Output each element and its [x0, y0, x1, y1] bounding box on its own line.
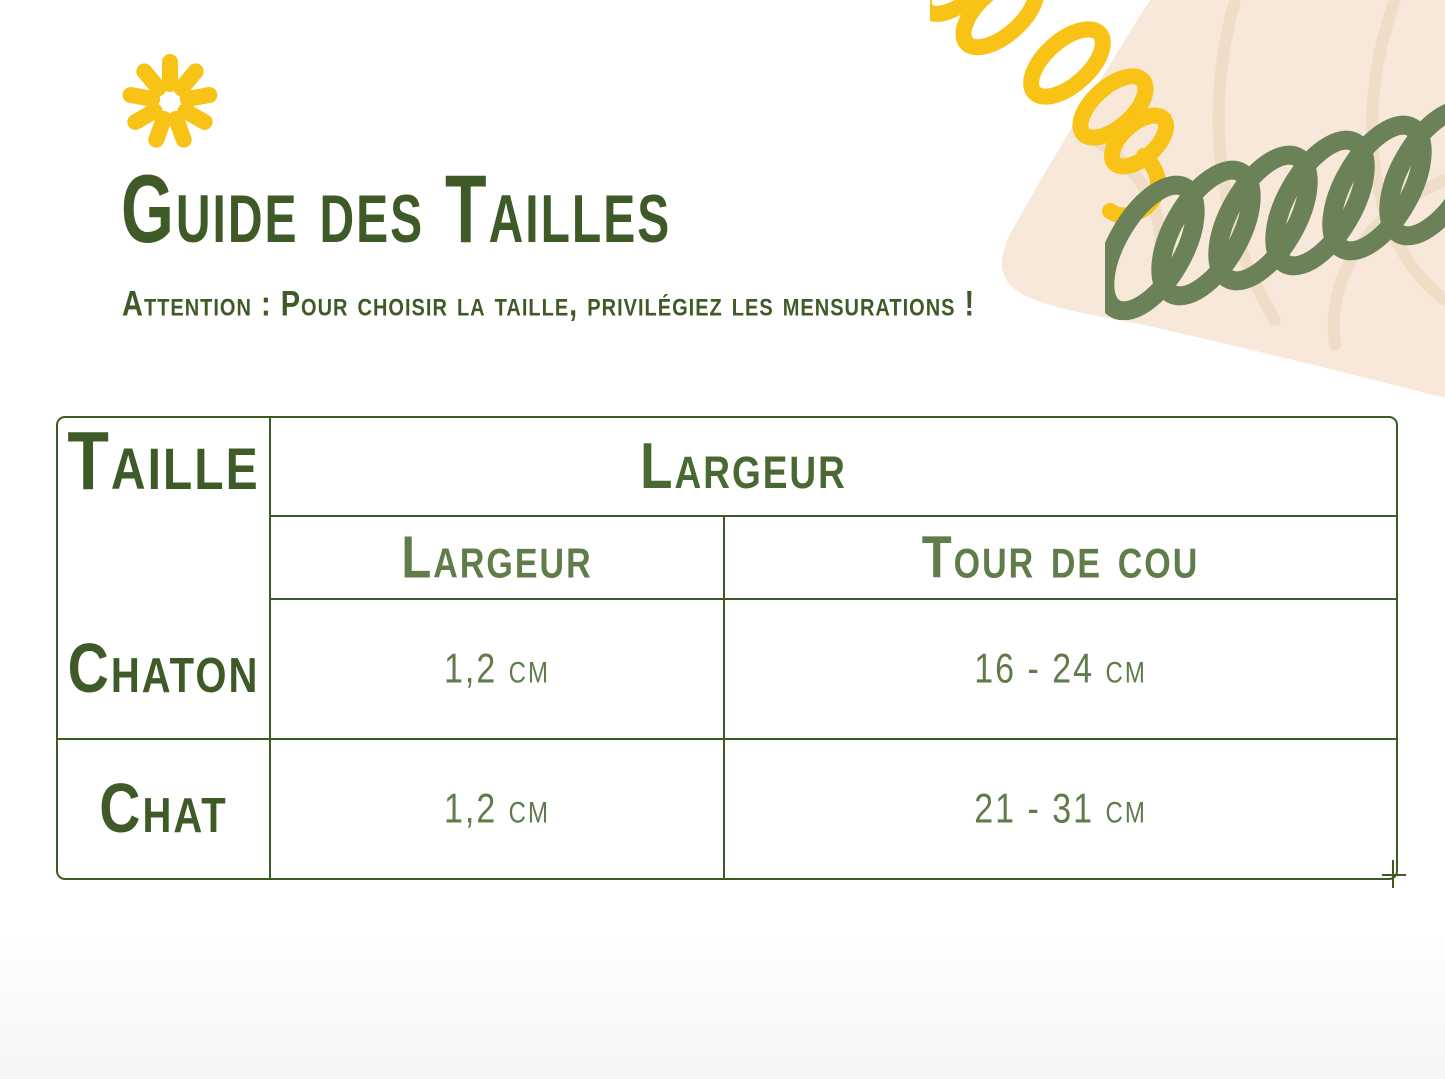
chaton-largeur-value: 1,2 cm — [443, 645, 551, 692]
subheader-label-largeur: Largeur — [401, 524, 593, 591]
table-row-chaton — [58, 599, 1396, 739]
subheader-label-tour-de-cou: Tour de cou — [921, 524, 1200, 591]
page-title: Guide des Tailles — [121, 155, 672, 264]
subheader-cell-largeur — [270, 516, 724, 599]
table-border-overshoot-horizontal — [1382, 874, 1406, 876]
chaton-largeur-cell — [270, 599, 724, 739]
chaton-tour-de-cou-cell — [724, 599, 1396, 739]
green-spiral-icon — [1105, 85, 1445, 320]
size-label-chaton: Chaton — [67, 629, 260, 708]
table-row-chat — [58, 739, 1396, 878]
header-cell-taille — [58, 418, 270, 599]
beige-blob-decoration — [975, 0, 1445, 400]
header-label-taille: Taille — [67, 418, 260, 508]
chat-largeur-cell — [270, 739, 724, 878]
yellow-asterisk-icon — [120, 52, 220, 152]
table-header-row — [58, 418, 1396, 516]
bottom-fade-gradient — [0, 929, 1445, 1079]
page-subtitle: Attention : Pour choisir la taille, privilégiez les mensurations ! — [122, 285, 976, 324]
header-cell-largeur-group — [270, 418, 1396, 516]
size-table — [56, 416, 1398, 880]
chat-tour-de-cou-value: 21 - 31 cm — [974, 785, 1147, 832]
chat-tour-de-cou-cell — [724, 739, 1396, 878]
size-label-chat: Chat — [99, 769, 228, 849]
subheader-cell-tour-de-cou — [724, 516, 1396, 599]
yellow-spiral-icon — [930, 0, 1190, 250]
size-cell-chat — [58, 739, 270, 878]
chaton-tour-de-cou-value: 16 - 24 cm — [974, 645, 1147, 692]
group-header-label: Largeur — [640, 430, 847, 503]
chat-largeur-value: 1,2 cm — [443, 785, 551, 832]
size-cell-chaton — [58, 599, 270, 739]
